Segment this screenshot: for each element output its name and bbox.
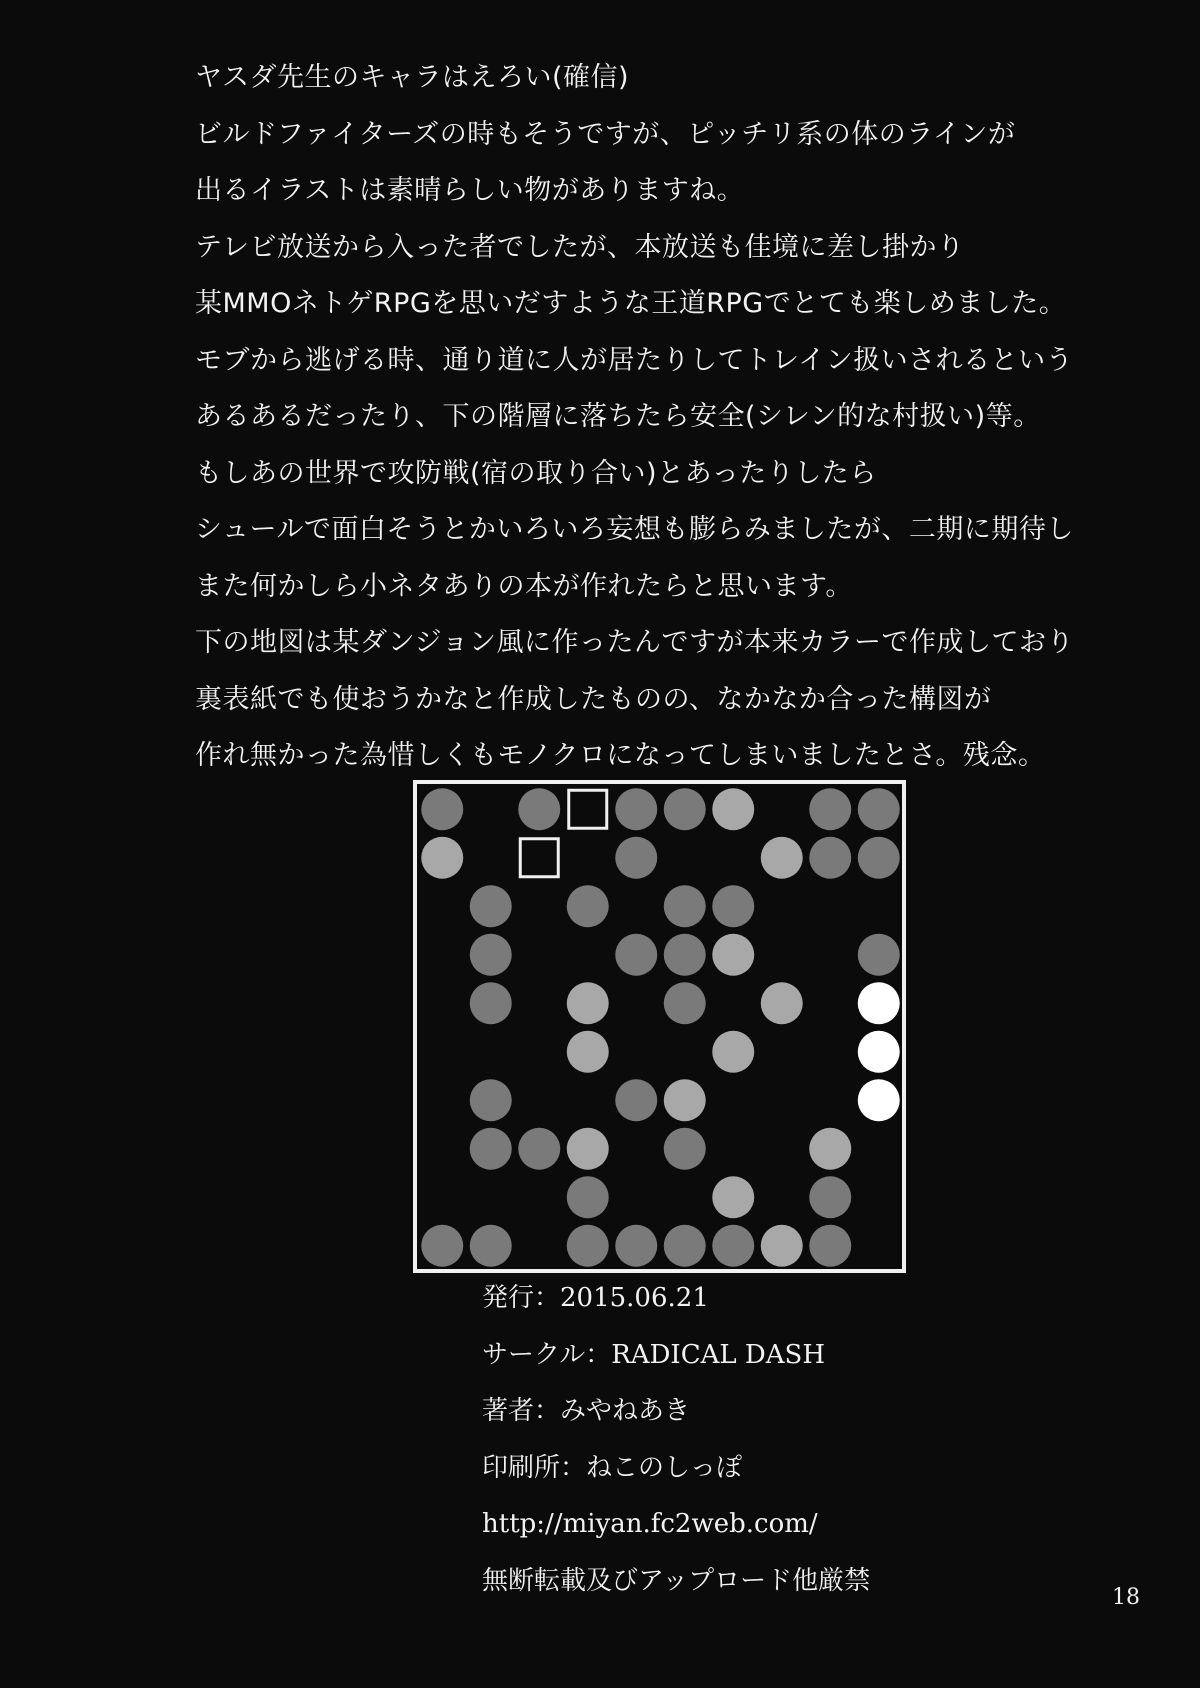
afterword-text xyxy=(195,50,1155,785)
map-tile-dark xyxy=(664,885,706,927)
printer-name: 印刷所：ねこのしっぽ xyxy=(482,1452,743,1483)
map-tile-dark xyxy=(809,1225,851,1267)
page-number: 18 xyxy=(1112,1585,1140,1610)
map-tile-dark xyxy=(567,1225,609,1267)
map-tile-dark xyxy=(858,837,900,879)
dungeon-map xyxy=(413,780,906,1273)
author-name: 著者：みやねあき xyxy=(482,1396,691,1426)
map-tile-dark xyxy=(664,982,706,1024)
map-tile-dark xyxy=(518,1128,560,1170)
map-tile-dark xyxy=(664,934,706,976)
publication-date: 発行：2015.06.21 xyxy=(482,1283,709,1313)
map-tile-dark xyxy=(421,788,463,830)
map-tile-dark xyxy=(518,788,560,830)
map-tile-dark xyxy=(567,1176,609,1218)
afterword-line: シュールで面白そうとかいろいろ妄想も膨らみましたが、二期に期待し xyxy=(195,514,1074,545)
map-tile-dark xyxy=(809,1176,851,1218)
map-tile-dark xyxy=(712,1225,754,1267)
afterword-line: また何かしら小ネタありの本が作れたらと思います。 xyxy=(195,570,853,602)
map-tile-dark xyxy=(470,982,512,1024)
map-tile-dark xyxy=(470,1225,512,1267)
map-tile-light xyxy=(761,982,803,1024)
afterword-line: ビルドファイターズの時もそうですが、ピッチリ系の体のラインが xyxy=(195,118,1016,150)
map-tile-light xyxy=(567,1031,609,1073)
map-start-square xyxy=(569,790,607,828)
map-tile-dark xyxy=(615,788,657,830)
website-url: http://miyan.fc2web.com/ xyxy=(482,1509,818,1539)
map-tile-dark xyxy=(615,934,657,976)
afterword-line: テレビ放送から入った者でしたが、本放送も佳境に差し掛かり xyxy=(195,231,965,263)
map-tile-dark xyxy=(664,1128,706,1170)
map-tile-dark xyxy=(664,1225,706,1267)
afterword-line: 作れ無かった為惜しくもモノクロになってしまいましたとさ。残念。 xyxy=(195,740,1046,771)
reproduction-notice: 無断転載及びアップロード他厳禁 xyxy=(482,1565,871,1596)
map-tile-light xyxy=(421,837,463,879)
colophon xyxy=(482,1270,1082,1609)
circle-name: サークル：RADICAL DASH xyxy=(482,1339,825,1370)
map-tile-dark xyxy=(712,885,754,927)
afterword-line: もしあの世界で攻防戦(宿の取り合い)とあったりしたら xyxy=(195,457,877,489)
map-tile-dark xyxy=(809,788,851,830)
map-tile-light xyxy=(712,788,754,830)
dungeon-map-grid xyxy=(417,784,902,1269)
map-tile-dark xyxy=(664,788,706,830)
map-tile-white xyxy=(858,982,900,1024)
map-tile-dark xyxy=(470,1079,512,1121)
map-tile-light xyxy=(664,1079,706,1121)
map-tile-dark xyxy=(809,837,851,879)
afterword-line: 出るイラストは素晴らしい物がありますね。 xyxy=(195,175,745,206)
map-tile-dark xyxy=(470,934,512,976)
map-tile-dark xyxy=(470,1128,512,1170)
map-tile-dark xyxy=(858,788,900,830)
afterword-line: あるあるだったり、下の階層に落ちたら安全(シレン的な村扱い)等。 xyxy=(195,401,1041,432)
map-tile-white xyxy=(858,1079,900,1121)
map-tile-dark xyxy=(421,1225,463,1267)
map-tile-light xyxy=(567,1128,609,1170)
afterword-line: モブから逃げる時、通り道に人が居たりしてトレイン扱いされるという xyxy=(195,344,1074,376)
map-tile-light xyxy=(761,837,803,879)
map-tile-light xyxy=(809,1128,851,1170)
afterword-line: 裏表紙でも使おうかなと作成したものの、なかなか合った構図が xyxy=(195,683,992,715)
map-tile-light xyxy=(712,1031,754,1073)
map-tile-dark xyxy=(567,885,609,927)
map-tile-white xyxy=(858,1031,900,1073)
map-tile-light xyxy=(567,982,609,1024)
afterword-line: ヤスダ先生のキャラはえろい(確信) xyxy=(195,62,630,93)
map-start-square xyxy=(520,839,558,877)
map-tile-dark xyxy=(615,1079,657,1121)
map-tile-dark xyxy=(858,934,900,976)
map-tile-dark xyxy=(470,885,512,927)
afterword-line: 下の地図は某ダンジョン風に作ったんですが本来カラーで作成しており xyxy=(195,627,1075,658)
map-tile-light xyxy=(712,934,754,976)
map-tile-light xyxy=(761,1225,803,1267)
afterword-line: 某MMOネトゲRPGを思いだすような王道RPGでとても楽しめました。 xyxy=(195,288,1067,319)
map-tile-dark xyxy=(615,837,657,879)
map-tile-light xyxy=(712,1176,754,1218)
map-tile-dark xyxy=(615,1225,657,1267)
